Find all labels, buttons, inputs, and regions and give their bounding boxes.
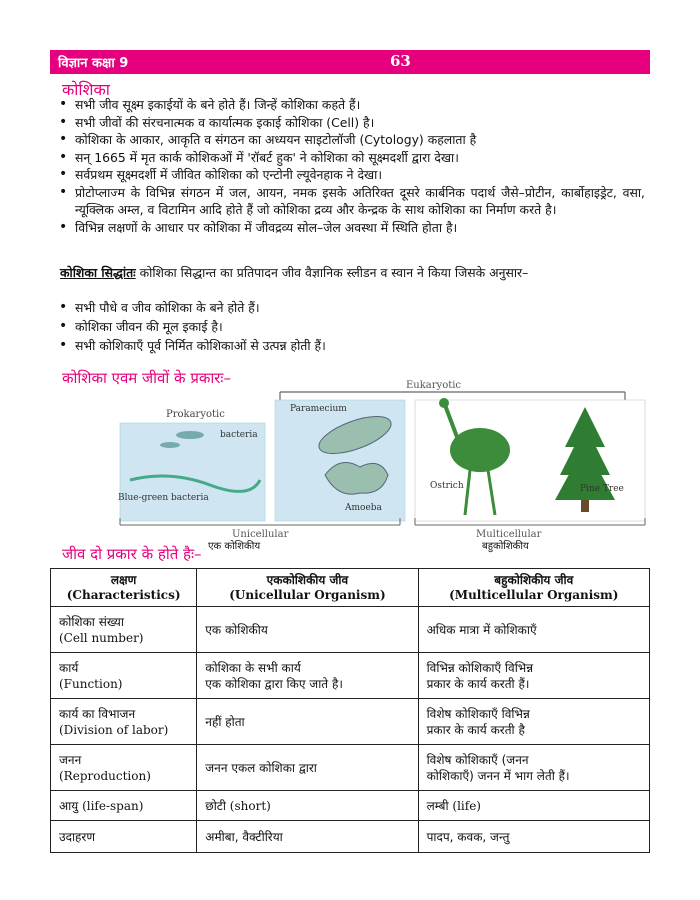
ostrich-label: Ostrich: [430, 481, 464, 491]
table-cell: लम्बी (life): [418, 791, 649, 821]
table-cell: नहीं होता: [197, 699, 418, 745]
table-cell: आयु (life-span): [51, 791, 197, 821]
types-heading: कोशिका एवम जीवों के प्रकारः–: [62, 369, 231, 387]
list-item: • कोशिका जीवन की मूल इकाई है।: [55, 317, 645, 336]
list-item: • प्रोटोप्लाज्म के विभिन्न संगठन में जल, आयन, नमक इसके अतिरिक्त दूसरे कार्बनिक पदार्थ जैसे–प्रोटीन, कार्बोहाइड्रेट, वसा, न्यूक्लिक अम्ल, व विटामिन आदि होते हैं जो कोशिका द्रव्य और केन्द्रक के साथ कोशिका का निर्माण करते है।: [55, 184, 645, 219]
prokaryotic-label: Prokaryotic: [166, 409, 225, 420]
table-cell: विशेष कोशिकाएँ विभिन्न प्रकार के कार्य करती है: [418, 699, 649, 745]
list-item: • सभी जीवों की संरचनात्मक व कार्यात्मक इकाई कोशिका (Cell) है।: [55, 114, 645, 132]
list-item: • सन् 1665 में मृत कार्क कोशिकओं में 'रॉबर्ट हुक' ने कोशिका को सूक्ष्मदर्शी द्वारा देखा।: [55, 149, 645, 167]
blue-green-label: Blue-green bacteria: [118, 493, 209, 503]
header-multicellular: बहुकोशिकीय जीव (Multicellular Organism): [418, 569, 649, 607]
section-title: कोशिका: [62, 80, 110, 99]
table-cell: कोशिका संख्या (Cell number): [51, 607, 197, 653]
unicellular-label: Unicellular: [232, 529, 289, 540]
cell-facts-list: [55, 96, 645, 236]
pine-tree-label: Pine Tree: [580, 484, 624, 494]
table-cell: विशेष कोशिकाएँ (जनन कोशिकाएँ) जनन में भाग लेती हैं।: [418, 745, 649, 791]
list-item: • सभी पौधे व जीव कोशिका के बने होते हैं।: [55, 298, 645, 317]
list-item: • सभी कोशिकाएँ पूर्व निर्मित कोशिकाओं से उत्पन्न होती हैं।: [55, 336, 645, 355]
table-cell: पादप, कवक, जन्तु: [418, 821, 649, 853]
table-row: [51, 607, 650, 653]
amoeba-label: Amoeba: [345, 503, 382, 513]
list-item: • कोशिका के आकार, आकृति व संगठन का अध्ययन साइटोलॉजी (Cytology) कहलाता है: [55, 131, 645, 149]
list-item: • सर्वप्रथम सूक्ष्मदर्शी में जीवित कोशिका को एन्टोनी ल्यूवेनहाक ने देखा।: [55, 166, 645, 184]
header-unicellular: एककोशिकीय जीव (Unicellular Organism): [197, 569, 418, 607]
cell-theory-label: कोशिका सिद्धांतः: [60, 265, 136, 280]
table-cell: विभिन्न कोशिकाएँ विभिन्न प्रकार के कार्य करती हैं।: [418, 653, 649, 699]
table-cell: अमीबा, वैक्टीरिया: [197, 821, 418, 853]
table-row: [51, 821, 650, 853]
header-characteristics: लक्षण (Characteristics): [51, 569, 197, 607]
cell-theory-paragraph: [60, 264, 645, 281]
table-cell: जनन (Reproduction): [51, 745, 197, 791]
multicellular-hindi-label: बहुकोशिकीय: [482, 541, 529, 552]
subject-title: विज्ञान कक्षा 9: [58, 56, 129, 71]
table-row: [51, 791, 650, 821]
table-cell: अधिक मात्रा में कोशिकाएँ: [418, 607, 649, 653]
page-number: 63: [390, 52, 411, 70]
organism-types-figure: [110, 375, 650, 552]
table-header-row: [51, 569, 650, 607]
cell-theory-text: कोशिका सिद्धान्त का प्रतिपादन जीव वैज्ञानिक स्लीडन व स्वान ने किया जिसके अनुसार–: [135, 265, 529, 280]
two-types-heading: जीव दो प्रकार के होते हैः–: [62, 545, 202, 563]
list-item: • विभिन्न लक्षणों के आधार पर कोशिका में जीवद्रव्य सोल–जेल अवस्था में स्थिति होता है।: [55, 219, 645, 237]
unicellular-hindi-label: एक कोशिकीय: [208, 541, 261, 552]
list-item: • सभी जीव सूक्ष्म इकाईयों के बने होते हैं। जिन्हें कोशिका कहते हैं।: [55, 96, 645, 114]
comparison-table: [50, 568, 650, 853]
table-cell: कार्य का विभाजन (Division of labor): [51, 699, 197, 745]
cell-theory-points: [55, 298, 645, 355]
table-cell: एक कोशिकीय: [197, 607, 418, 653]
table-cell: कोशिका के सभी कार्य एक कोशिका द्वारा किए जाते है।: [197, 653, 418, 699]
table-row: [51, 699, 650, 745]
bacteria-label: bacteria: [220, 430, 258, 440]
table-row: [51, 745, 650, 791]
table-cell: कार्य (Function): [51, 653, 197, 699]
eukaryotic-label: Eukaryotic: [406, 380, 462, 391]
table-row: [51, 653, 650, 699]
table-cell: उदाहरण: [51, 821, 197, 853]
table-cell: छोटी (short): [197, 791, 418, 821]
multicellular-label: Multicellular: [476, 529, 542, 540]
paramecium-label: Paramecium: [290, 404, 347, 414]
table-cell: जनन एकल कोशिका द्वारा: [197, 745, 418, 791]
page-header: [50, 50, 650, 74]
